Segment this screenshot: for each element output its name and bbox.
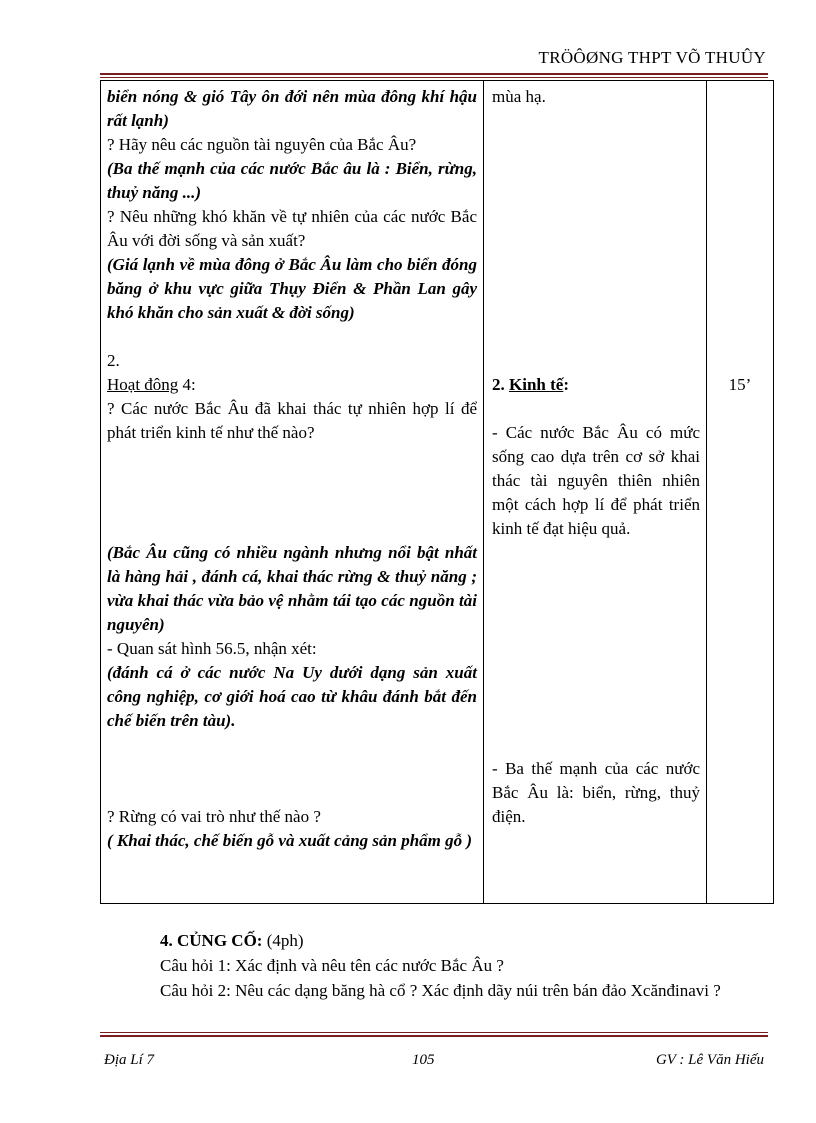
content-text: mùa hạ. xyxy=(492,87,546,106)
activity-label: Hoạt đông xyxy=(107,375,179,394)
answer-text: (Ba thế mạnh của các nước Bắc âu là : Biển, rừng, thuỷ năng ...) xyxy=(107,159,477,202)
section-heading xyxy=(492,373,700,397)
answer-text: (đánh cá ở các nước Na Uy dưới dạng sản xuất công nghiệp, cơ giới hoá cao từ khâu đánh bắt đến chế biến trên tàu). xyxy=(107,663,477,730)
question-text: ? Nêu những khó khăn về tự nhiên của các nước Bắc Âu với đời sống và sản xuất? xyxy=(107,207,477,250)
heading-number: 2. xyxy=(492,375,509,394)
summary-duration: (4ph) xyxy=(262,931,304,950)
answer-text: biển nóng & gió Tây ôn đới nên mùa đông khí hậu rất lạnh) xyxy=(107,87,477,130)
summary-heading xyxy=(106,928,768,953)
page-number: 105 xyxy=(412,1052,435,1068)
section-number: 2. xyxy=(107,351,120,370)
footer-teacher: GV : Lê Văn Hiếu xyxy=(655,1052,764,1068)
school-header: TRÖÔØNG THPT VÕ THUÛY xyxy=(538,48,766,67)
activities-column xyxy=(101,81,484,904)
summary-question: Câu hỏi 1: Xác định và nêu tên các nước Bắc Âu ? xyxy=(160,956,504,975)
answer-text: ( Khai thác, chế biến gỗ và xuất cảng sản phẩm gỗ ) xyxy=(107,831,473,850)
time-column xyxy=(707,81,774,904)
content-column xyxy=(484,81,707,904)
table-row xyxy=(101,81,774,904)
lesson-table xyxy=(100,80,774,904)
spacer xyxy=(713,85,767,373)
heading-label: Kinh tế xyxy=(509,375,564,394)
summary-question: Câu hỏi 2: Nêu các dạng băng hà cổ ? Xác định dãy núi trên bán đảo Xcănđinavi ? xyxy=(160,981,721,1000)
footer-rule xyxy=(100,1035,768,1037)
activity-heading xyxy=(107,373,477,397)
spacer xyxy=(492,565,700,757)
question-text: ? Rừng có vai trò như thế nào ? xyxy=(107,807,321,826)
observation-text: - Quan sát hình 56.5, nhận xét: xyxy=(107,639,317,658)
content-bullet: - Ba thế mạnh của các nước Bắc Âu là: biển, rừng, thuỷ điện. xyxy=(492,759,700,826)
activity-number: 4: xyxy=(182,375,196,394)
question-text: ? Các nước Bắc Âu đã khai thác tự nhiên hợp lí để phát triển kinh tế như thế nào? xyxy=(107,399,477,442)
summary-title: 4. CỦNG CỐ: xyxy=(160,931,263,950)
heading-colon: : xyxy=(563,375,569,394)
time-value: 15’ xyxy=(728,375,752,394)
question-text: ? Hãy nêu các nguồn tài nguyên của Bắc Âu? xyxy=(107,135,417,154)
spacer xyxy=(107,733,477,805)
answer-text: (Bắc Âu cũng có nhiều ngành nhưng nổi bật nhất là hàng hải , đánh cá, khai thác rừng & thuỷ năng ; vừa khai thác vừa bảo vệ nhằm tái tạo các nguồn tài nguyên) xyxy=(107,543,477,634)
spacer xyxy=(492,109,700,373)
footer-rule-thin xyxy=(100,1032,768,1033)
summary-section xyxy=(106,928,768,1003)
content-bullet: - Các nước Bắc Âu có mức sống cao dựa trên cơ sở khai thác tài nguyên thiên nhiên một cách hợp lí để phát triển kinh tế đạt hiệu quả. xyxy=(492,423,700,538)
answer-text: (Giá lạnh về mùa đông ở Bắc Âu làm cho biển đóng băng ở khu vực giữa Thụy Điển & Phần Lan gây khó khăn cho sản xuất & đời sống) xyxy=(107,255,477,322)
spacer xyxy=(107,445,477,541)
header-rule xyxy=(100,73,768,75)
header-rule-thin xyxy=(100,77,768,78)
spacer xyxy=(492,397,700,421)
footer-subject: Địa Lí 7 xyxy=(104,1052,155,1068)
